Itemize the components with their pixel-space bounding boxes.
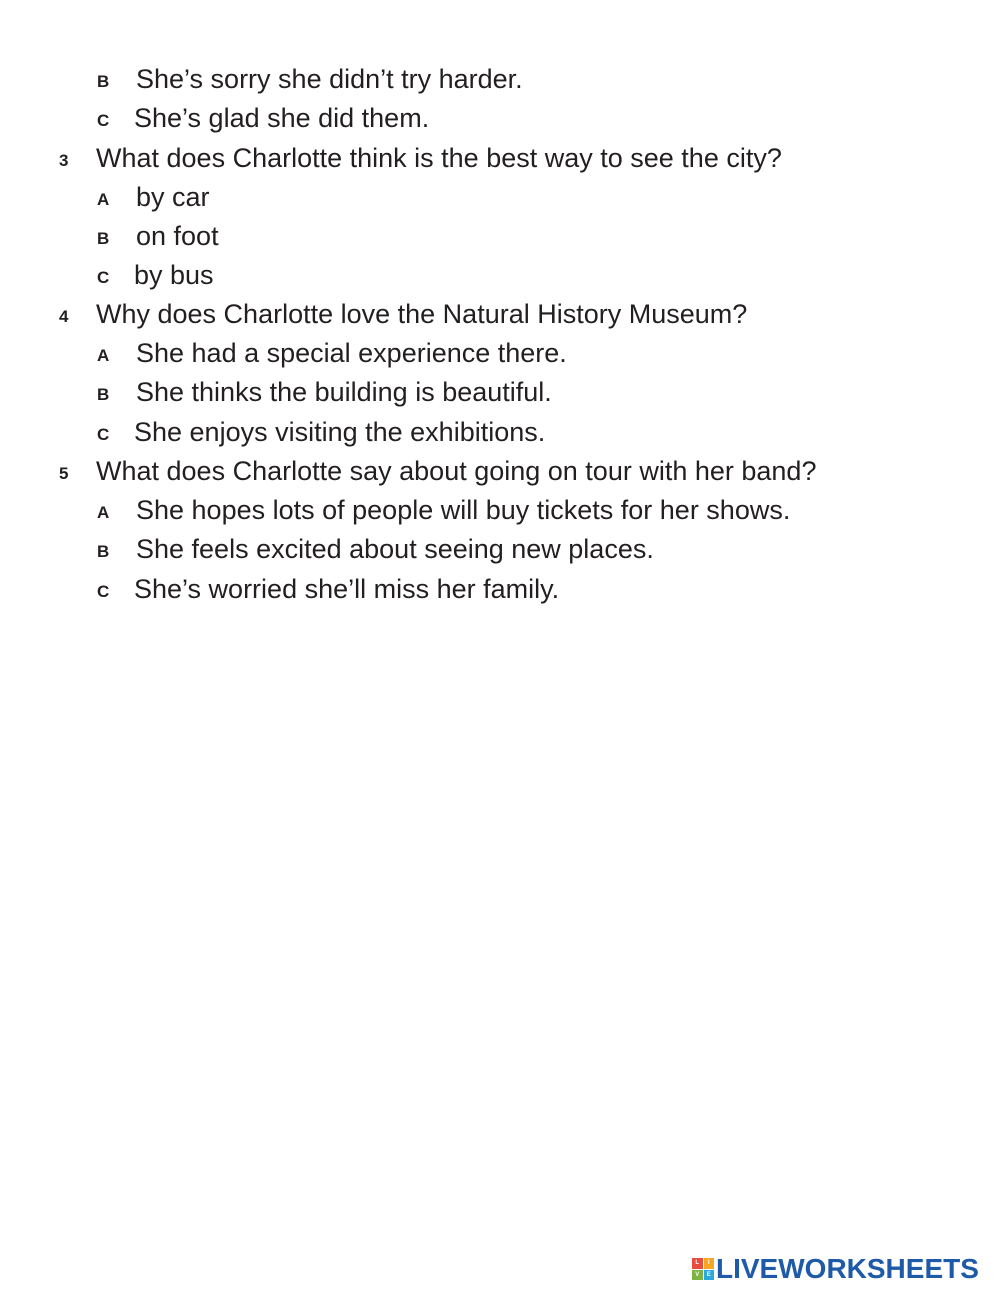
mark-cell: L — [692, 1258, 703, 1269]
option-text: She’s worried she’ll miss her family. — [134, 574, 560, 604]
option-text: She’s glad she did them. — [134, 103, 430, 133]
option-text: She enjoys visiting the exhibitions. — [134, 417, 546, 447]
option-letter: C — [97, 582, 110, 601]
option-letter: B — [97, 72, 110, 91]
option-letter: C — [97, 111, 110, 130]
option-text: She had a special experience there. — [136, 338, 567, 368]
option-text: She feels excited about seeing new places. — [136, 534, 654, 564]
question-text: Why does Charlotte love the Natural History Museum? — [96, 299, 748, 329]
logo-text: LIVEWORKSHEETS — [716, 1253, 979, 1284]
option-text: by car — [136, 182, 210, 212]
question-number: 5 — [59, 464, 69, 483]
option-letter: C — [97, 268, 110, 287]
option-letter: A — [97, 503, 110, 522]
option-letter: B — [97, 542, 110, 561]
option-text: She’s sorry she didn’t try harder. — [136, 64, 523, 94]
mark-cell: V — [692, 1270, 703, 1281]
option-text: on foot — [136, 221, 219, 251]
mark-cell: I — [704, 1258, 715, 1269]
mark-cell: E — [704, 1270, 715, 1281]
option-text: by bus — [134, 260, 214, 290]
option-letter: B — [97, 229, 110, 248]
option-text: She thinks the building is beautiful. — [136, 377, 552, 407]
option-letter: A — [97, 346, 110, 365]
option-letter: B — [97, 385, 110, 404]
question-number: 4 — [59, 307, 69, 326]
question-text: What does Charlotte think is the best way to see the city? — [96, 143, 782, 173]
option-letter: A — [97, 190, 110, 209]
option-text: She hopes lots of people will buy tickets for her shows. — [136, 495, 791, 525]
question-text: What does Charlotte say about going on tour with her band? — [96, 456, 817, 486]
liveworksheets-mark-icon — [692, 1258, 714, 1280]
liveworksheets-logo — [692, 1253, 979, 1285]
question-number: 3 — [59, 151, 69, 170]
option-letter: C — [97, 425, 110, 444]
